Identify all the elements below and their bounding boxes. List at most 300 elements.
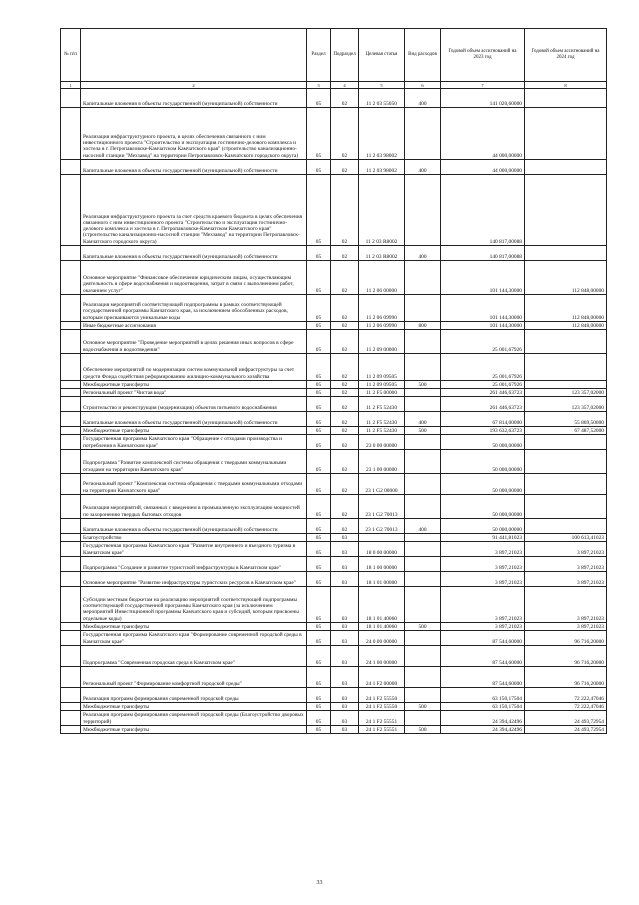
row-name-cell: Государственная программа Камчатского края "Формирование современной городской среды в Камчатском крае" [81,631,307,646]
razdel-cell: 05 [307,703,331,711]
target-article-cell: 24 1 00 00000 [359,646,405,667]
amount-2023-cell: 3 897,21023 [441,557,525,572]
amount-2024-cell: 72 222,47046 [525,688,607,703]
target-article-cell: 11 2 03 98002 [359,108,405,160]
expense-type-cell: 400 [405,412,441,427]
target-article-cell: 23 1 00 00000 [359,450,405,474]
header-target-article: Целевая статья [359,29,405,82]
amount-2024-cell: 96 716,20000 [525,631,607,646]
razdel-cell: 05 [307,175,331,246]
table-row [61,703,607,711]
expense-type-cell: 400 [405,519,441,534]
expense-type-cell: 400 [405,246,441,261]
table-row [61,572,607,587]
row-name-cell: Межбюджетные трансферты [81,726,307,734]
column-number-row [61,82,607,89]
target-article-cell: 11 2 F5 52430 [359,427,405,435]
razdel-cell: 05 [307,542,331,557]
amount-2024-cell: 67 487,52000 [525,427,607,435]
amount-2024-cell: 72 222,47046 [525,703,607,711]
amount-2023-cell: 24 394,42496 [441,726,525,734]
table-row [61,587,607,623]
table-row [61,397,607,412]
podrazdel-cell: 03 [331,703,359,711]
expense-type-cell [405,534,441,542]
row-name-cell: Государственная программа Камчатского края "Развитие внутреннего и въездного туризма в Камчатском крае" [81,542,307,557]
target-article-cell: 11 2 03 R8002 [359,246,405,261]
amount-2024-cell [525,175,607,246]
row-name-cell: Капитальные вложения в объекты государственной (муниципальной) собственности [81,412,307,427]
amount-2024-cell [525,381,607,389]
razdel-cell: 05 [307,646,331,667]
column-number: 6 [405,82,441,89]
amount-2024-cell: 3 897,21023 [525,572,607,587]
table-row [61,519,607,534]
header-year-2024: Годовой объем ассигнований на 2024 год [525,29,607,82]
target-article-cell: 11 2 F5 52430 [359,412,405,427]
table-row [61,534,607,542]
expense-type-cell [405,330,441,354]
podrazdel-cell: 03 [331,534,359,542]
target-article-cell: 11 2 06 09990 [359,295,405,322]
podrazdel-cell: 02 [331,330,359,354]
amount-2023-cell: 44 000,00000 [441,160,525,175]
row-number-cell [61,726,81,734]
row-name-cell: Капитальные вложения в объекты государственной (муниципальной) собственности [81,160,307,175]
podrazdel-cell: 02 [331,246,359,261]
amount-2024-cell: 112 848,00000 [525,295,607,322]
amount-2023-cell: 50 000,00000 [441,474,525,495]
amount-2024-cell [525,450,607,474]
expense-type-cell [405,711,441,726]
row-number-cell [61,330,81,354]
row-name-cell: Основное мероприятие "Проведение мероприятий в целях решения иных вопросов в сфере водоснабжения и водоотведения" [81,330,307,354]
amount-2024-cell: 112 848,00000 [525,261,607,295]
amount-2023-cell: 50 000,00000 [441,495,525,519]
row-number-cell [61,354,81,381]
expense-type-cell: 800 [405,322,441,330]
row-name-cell: Строительство и реконструкция (модернизация) объектов питьевого водоснабжения [81,397,307,412]
podrazdel-cell: 03 [331,542,359,557]
row-number-cell [61,703,81,711]
row-number-cell [61,450,81,474]
amount-2024-cell: 112 848,00000 [525,322,607,330]
header-num: № п/п [61,29,81,82]
amount-2023-cell: 25 001,67926 [441,381,525,389]
target-article-cell: 24 1 F2 55550 [359,703,405,711]
podrazdel-cell: 02 [331,519,359,534]
amount-2023-cell: 50 000,00000 [441,450,525,474]
expense-type-cell: 400 [405,89,441,108]
row-name-cell: Региональный проект "Чистая вода" [81,389,307,397]
row-name-cell: Обеспечение мероприятий по модернизации систем коммунальной инфраструктуры за счет средств Фонда содействия реформированию жилищно-коммунального хозяйства [81,354,307,381]
razdel-cell: 05 [307,354,331,381]
amount-2023-cell: 101 144,30000 [441,322,525,330]
podrazdel-cell: 02 [331,175,359,246]
expense-type-cell: 400 [405,160,441,175]
target-article-cell [359,534,405,542]
amount-2024-cell [525,160,607,175]
row-number-cell [61,711,81,726]
expense-type-cell: 500 [405,703,441,711]
row-name-cell: Капитальные вложения в объекты государственной (муниципальной) собственности [81,89,307,108]
header-podrazdel: Подраздел [331,29,359,82]
table-row [61,330,607,354]
podrazdel-cell: 03 [331,631,359,646]
row-name-cell: Благоустройство [81,534,307,542]
podrazdel-cell: 02 [331,108,359,160]
razdel-cell: 05 [307,519,331,534]
amount-2024-cell: 24 493,72954 [525,711,607,726]
amount-2024-cell: 3 897,21023 [525,587,607,623]
razdel-cell: 05 [307,688,331,703]
table-row [61,435,607,450]
target-article-cell: 11 2 09 09505 [359,381,405,389]
amount-2024-cell [525,519,607,534]
target-article-cell: 18 1 01 40060 [359,623,405,631]
amount-2023-cell: 63 150,17504 [441,688,525,703]
target-article-cell: 11 2 F5 00000 [359,389,405,397]
razdel-cell: 05 [307,246,331,261]
podrazdel-cell: 02 [331,427,359,435]
target-article-cell: 23 1 G2 00000 [359,474,405,495]
podrazdel-cell: 02 [331,389,359,397]
podrazdel-cell: 02 [331,495,359,519]
row-name-cell: Реализация программ формирования современной городской среды (Благоустройство дворовых территорий) [81,711,307,726]
target-article-cell: 24 1 F2 55551 [359,726,405,734]
budget-table [60,28,607,734]
column-number: 1 [61,82,81,89]
table-row [61,108,607,160]
expense-type-cell [405,175,441,246]
razdel-cell: 05 [307,534,331,542]
razdel-cell: 05 [307,631,331,646]
column-number: 3 [307,82,331,89]
amount-2023-cell: 63 150,17504 [441,703,525,711]
razdel-cell: 05 [307,108,331,160]
podrazdel-cell: 03 [331,587,359,623]
razdel-cell: 05 [307,389,331,397]
target-article-cell: 11 2 06 09990 [359,322,405,330]
table-row [61,667,607,688]
amount-2023-cell: 87 544,60000 [441,667,525,688]
amount-2024-cell [525,474,607,495]
amount-2023-cell: 101 144,30000 [441,261,525,295]
row-number-cell [61,89,81,108]
expense-type-cell [405,450,441,474]
podrazdel-cell: 02 [331,450,359,474]
amount-2024-cell: 100 613,41023 [525,534,607,542]
expense-type-cell [405,631,441,646]
column-number: 2 [81,82,307,89]
table-row [61,542,607,557]
row-number-cell [61,381,81,389]
amount-2023-cell: 50 000,00000 [441,519,525,534]
row-number-cell [61,474,81,495]
amount-2023-cell: 140 817,00088 [441,246,525,261]
razdel-cell: 05 [307,450,331,474]
amount-2024-cell: 123 357,02000 [525,397,607,412]
razdel-cell: 05 [307,474,331,495]
podrazdel-cell: 02 [331,322,359,330]
row-name-cell: Капитальные вложения в объекты государственной (муниципальной) собственности [81,519,307,534]
table-row [61,412,607,427]
target-article-cell: 24 1 F2 55550 [359,688,405,703]
row-name-cell: Реализация программ формирования современной городской среды [81,688,307,703]
row-number-cell [61,160,81,175]
row-name-cell: Подпрограмма "Создание и развитие туристской инфраструктуры в Камчатском крае" [81,557,307,572]
target-article-cell: 24 0 00 00000 [359,631,405,646]
table-row [61,295,607,322]
row-number-cell [61,175,81,246]
podrazdel-cell: 03 [331,572,359,587]
podrazdel-cell: 03 [331,726,359,734]
expense-type-cell [405,557,441,572]
amount-2023-cell: 24 394,42496 [441,711,525,726]
column-number: 4 [331,82,359,89]
row-number-cell [61,246,81,261]
row-number-cell [61,542,81,557]
header-name [81,29,307,82]
podrazdel-cell: 02 [331,261,359,295]
table-body [61,89,607,734]
target-article-cell: 11 2 06 00000 [359,261,405,295]
razdel-cell: 05 [307,412,331,427]
table-row [61,246,607,261]
razdel-cell: 05 [307,587,331,623]
razdel-cell: 05 [307,381,331,389]
row-number-cell [61,667,81,688]
amount-2023-cell: 50 000,00000 [441,435,525,450]
amount-2024-cell: 3 897,21023 [525,557,607,572]
razdel-cell: 05 [307,160,331,175]
table-row [61,646,607,667]
amount-2024-cell: 96 716,20000 [525,646,607,667]
expense-type-cell [405,688,441,703]
expense-type-cell: 500 [405,381,441,389]
expense-type-cell [405,397,441,412]
table-row [61,711,607,726]
razdel-cell: 05 [307,726,331,734]
row-name-cell: Межбюджетные трансферты [81,427,307,435]
amount-2023-cell: 3 897,21023 [441,587,525,623]
expense-type-cell: 500 [405,623,441,631]
row-name-cell: Межбюджетные трансферты [81,623,307,631]
header-razdel: Раздел [307,29,331,82]
row-number-cell [61,495,81,519]
razdel-cell: 05 [307,495,331,519]
target-article-cell: 18 1 00 00000 [359,557,405,572]
razdel-cell: 05 [307,667,331,688]
row-name-cell: Реализация мероприятий соответствующей подпрограммы в рамках соответствующей государственной программы Камчатского края, за исключением обособленных расходов, которым присваиваются уникальные коды [81,295,307,322]
amount-2023-cell: 193 632,63723 [441,427,525,435]
target-article-cell: 23 1 G2 70013 [359,519,405,534]
podrazdel-cell: 02 [331,160,359,175]
header-year-2023: Годовой объем ассигнований на 2023 год [441,29,525,82]
amount-2023-cell: 141 020,60000 [441,89,525,108]
amount-2024-cell: 3 897,21023 [525,542,607,557]
razdel-cell: 05 [307,89,331,108]
page-number: 33 [316,880,323,886]
table-row [61,557,607,572]
podrazdel-cell: 03 [331,711,359,726]
amount-2023-cell: 87 544,60000 [441,646,525,667]
razdel-cell: 05 [307,572,331,587]
column-number: 7 [441,82,525,89]
amount-2023-cell: 261 446,63723 [441,397,525,412]
expense-type-cell [405,295,441,322]
target-article-cell: 24 1 F2 55551 [359,711,405,726]
podrazdel-cell: 02 [331,295,359,322]
table-row [61,322,607,330]
amount-2023-cell: 3 897,21023 [441,572,525,587]
table-row [61,261,607,295]
podrazdel-cell: 02 [331,474,359,495]
expense-type-cell [405,542,441,557]
expense-type-cell [405,646,441,667]
row-number-cell [61,534,81,542]
table-row [61,688,607,703]
podrazdel-cell: 03 [331,623,359,631]
amount-2023-cell: 3 897,21023 [441,623,525,631]
amount-2024-cell [525,435,607,450]
table-row [61,427,607,435]
amount-2023-cell: 25 001,67926 [441,330,525,354]
amount-2023-cell: 44 000,00000 [441,108,525,160]
table-row [61,726,607,734]
amount-2023-cell: 261 446,63723 [441,389,525,397]
row-number-cell [61,631,81,646]
table-row [61,175,607,246]
expense-type-cell [405,587,441,623]
table-row [61,354,607,381]
row-number-cell [61,557,81,572]
target-article-cell: 18 0 00 00000 [359,542,405,557]
column-number: 8 [525,82,607,89]
amount-2024-cell [525,330,607,354]
razdel-cell: 05 [307,322,331,330]
row-name-cell: Реализация инфраструктурного проекта за счет средств краевого бюджета в целях обеспечения связанного с ним инвестиционного проекта "Строительство и эксплуатация гостинично-делового комплекса и хостела в г. Петропавловске-Камчатском Камчатского края" (строительство канализационно-насосной станции "Мехзавод" на территории Петропавловск-Камчатского городского округа) [81,175,307,246]
table-row [61,474,607,495]
podrazdel-cell: 02 [331,89,359,108]
amount-2024-cell [525,246,607,261]
razdel-cell: 05 [307,623,331,631]
table-row [61,381,607,389]
target-article-cell: 11 2 F5 52430 [359,397,405,412]
target-article-cell: 11 2 03 55050 [359,89,405,108]
amount-2023-cell: 25 001,67926 [441,354,525,381]
row-name-cell: Реализация инфраструктурного проекта, в целях обеспечения связанного с ним инвестиционного проекта "Строительство и эксплуатация гостинично-делового комплекса и хостела в г. Петропавловске-Камчатском Камчатского края" (строительство канализационно-насосной станции "Мехзавод" на территории Петропавловск-Камчатского городского округа) [81,108,307,160]
podrazdel-cell: 02 [331,381,359,389]
target-article-cell: 23 1 G2 70013 [359,495,405,519]
table-row [61,89,607,108]
amount-2023-cell: 87 544,60000 [441,631,525,646]
table-header-row [61,29,607,82]
amount-2023-cell: 140 817,00088 [441,175,525,246]
amount-2024-cell [525,89,607,108]
amount-2024-cell: 123 357,02000 [525,389,607,397]
row-name-cell: Реализация мероприятий, связанных с введением в промышленную эксплуатацию мощностей по захоронению твердых бытовых отходов [81,495,307,519]
razdel-cell: 05 [307,397,331,412]
expense-type-cell [405,474,441,495]
target-article-cell: 11 2 03 98002 [359,160,405,175]
amount-2023-cell: 101 144,30000 [441,295,525,322]
podrazdel-cell: 03 [331,557,359,572]
row-number-cell [61,295,81,322]
table-row [61,495,607,519]
row-number-cell [61,587,81,623]
amount-2024-cell: 24 493,72954 [525,726,607,734]
expense-type-cell [405,108,441,160]
expense-type-cell [405,389,441,397]
target-article-cell: 23 0 00 00000 [359,435,405,450]
table-row [61,623,607,631]
amount-2023-cell: 67 814,00000 [441,412,525,427]
amount-2024-cell [525,108,607,160]
row-name-cell: Государственная программа Камчатского края "Обращение с отходами производства и потребления в Камчатском крае" [81,435,307,450]
row-number-cell [61,572,81,587]
table-row [61,631,607,646]
razdel-cell: 05 [307,261,331,295]
expense-type-cell [405,572,441,587]
razdel-cell: 05 [307,427,331,435]
column-number: 5 [359,82,405,89]
amount-2023-cell: 91 441,81023 [441,534,525,542]
amount-2024-cell [525,495,607,519]
table-row [61,450,607,474]
row-name-cell: Иные бюджетные ассигнования [81,322,307,330]
row-name-cell: Межбюджетные трансферты [81,703,307,711]
amount-2023-cell: 3 897,21023 [441,542,525,557]
amount-2024-cell: 55 869,50000 [525,412,607,427]
podrazdel-cell: 02 [331,397,359,412]
row-name-cell: Субсидии местным бюджетам на реализацию мероприятий соответствующей подпрограммы соответствующей государственной программы Камчатского края (за исключением мероприятий Инвестиционной программы Камчатского края и субсидий, которым присвоены отдельные коды) [81,587,307,623]
razdel-cell: 05 [307,295,331,322]
target-article-cell: 11 2 03 R8002 [359,175,405,246]
row-number-cell [61,427,81,435]
podrazdel-cell: 03 [331,667,359,688]
razdel-cell: 05 [307,435,331,450]
razdel-cell: 05 [307,330,331,354]
table-row [61,389,607,397]
row-number-cell [61,322,81,330]
amount-2024-cell: 96 716,20000 [525,667,607,688]
target-article-cell: 11 2 09 09505 [359,354,405,381]
target-article-cell: 11 2 09 00000 [359,330,405,354]
expense-type-cell [405,435,441,450]
row-number-cell [61,389,81,397]
podrazdel-cell: 03 [331,688,359,703]
row-number-cell [61,623,81,631]
podrazdel-cell: 02 [331,435,359,450]
row-number-cell [61,435,81,450]
row-name-cell: Основное мероприятие "Финансовое обеспечение юридическим лицам, осуществляющим деятельность в сфере водоснабжения и водоотведения, затрат в связи с выполнением работ, оказанием услуг" [81,261,307,295]
expense-type-cell: 500 [405,427,441,435]
expense-type-cell [405,261,441,295]
row-name-cell: Подпрограмма "Современная городская среда в Камчатском крае" [81,646,307,667]
razdel-cell: 05 [307,711,331,726]
row-name-cell: Подпрограмма "Развитие комплексной системы обращения с твердыми коммунальными отходами на территории Камчатского края" [81,450,307,474]
razdel-cell: 05 [307,557,331,572]
row-name-cell: Региональный проект "Комплексная система обращения с твердыми коммунальными отходами на территории Камчатского края" [81,474,307,495]
podrazdel-cell: 03 [331,646,359,667]
row-number-cell [61,412,81,427]
row-name-cell: Межбюджетные трансферты [81,381,307,389]
row-name-cell: Капитальные вложения в объекты государственной (муниципальной) собственности [81,246,307,261]
row-number-cell [61,519,81,534]
row-number-cell [61,688,81,703]
row-name-cell: Региональный проект "Формирование комфортной городской среды" [81,667,307,688]
